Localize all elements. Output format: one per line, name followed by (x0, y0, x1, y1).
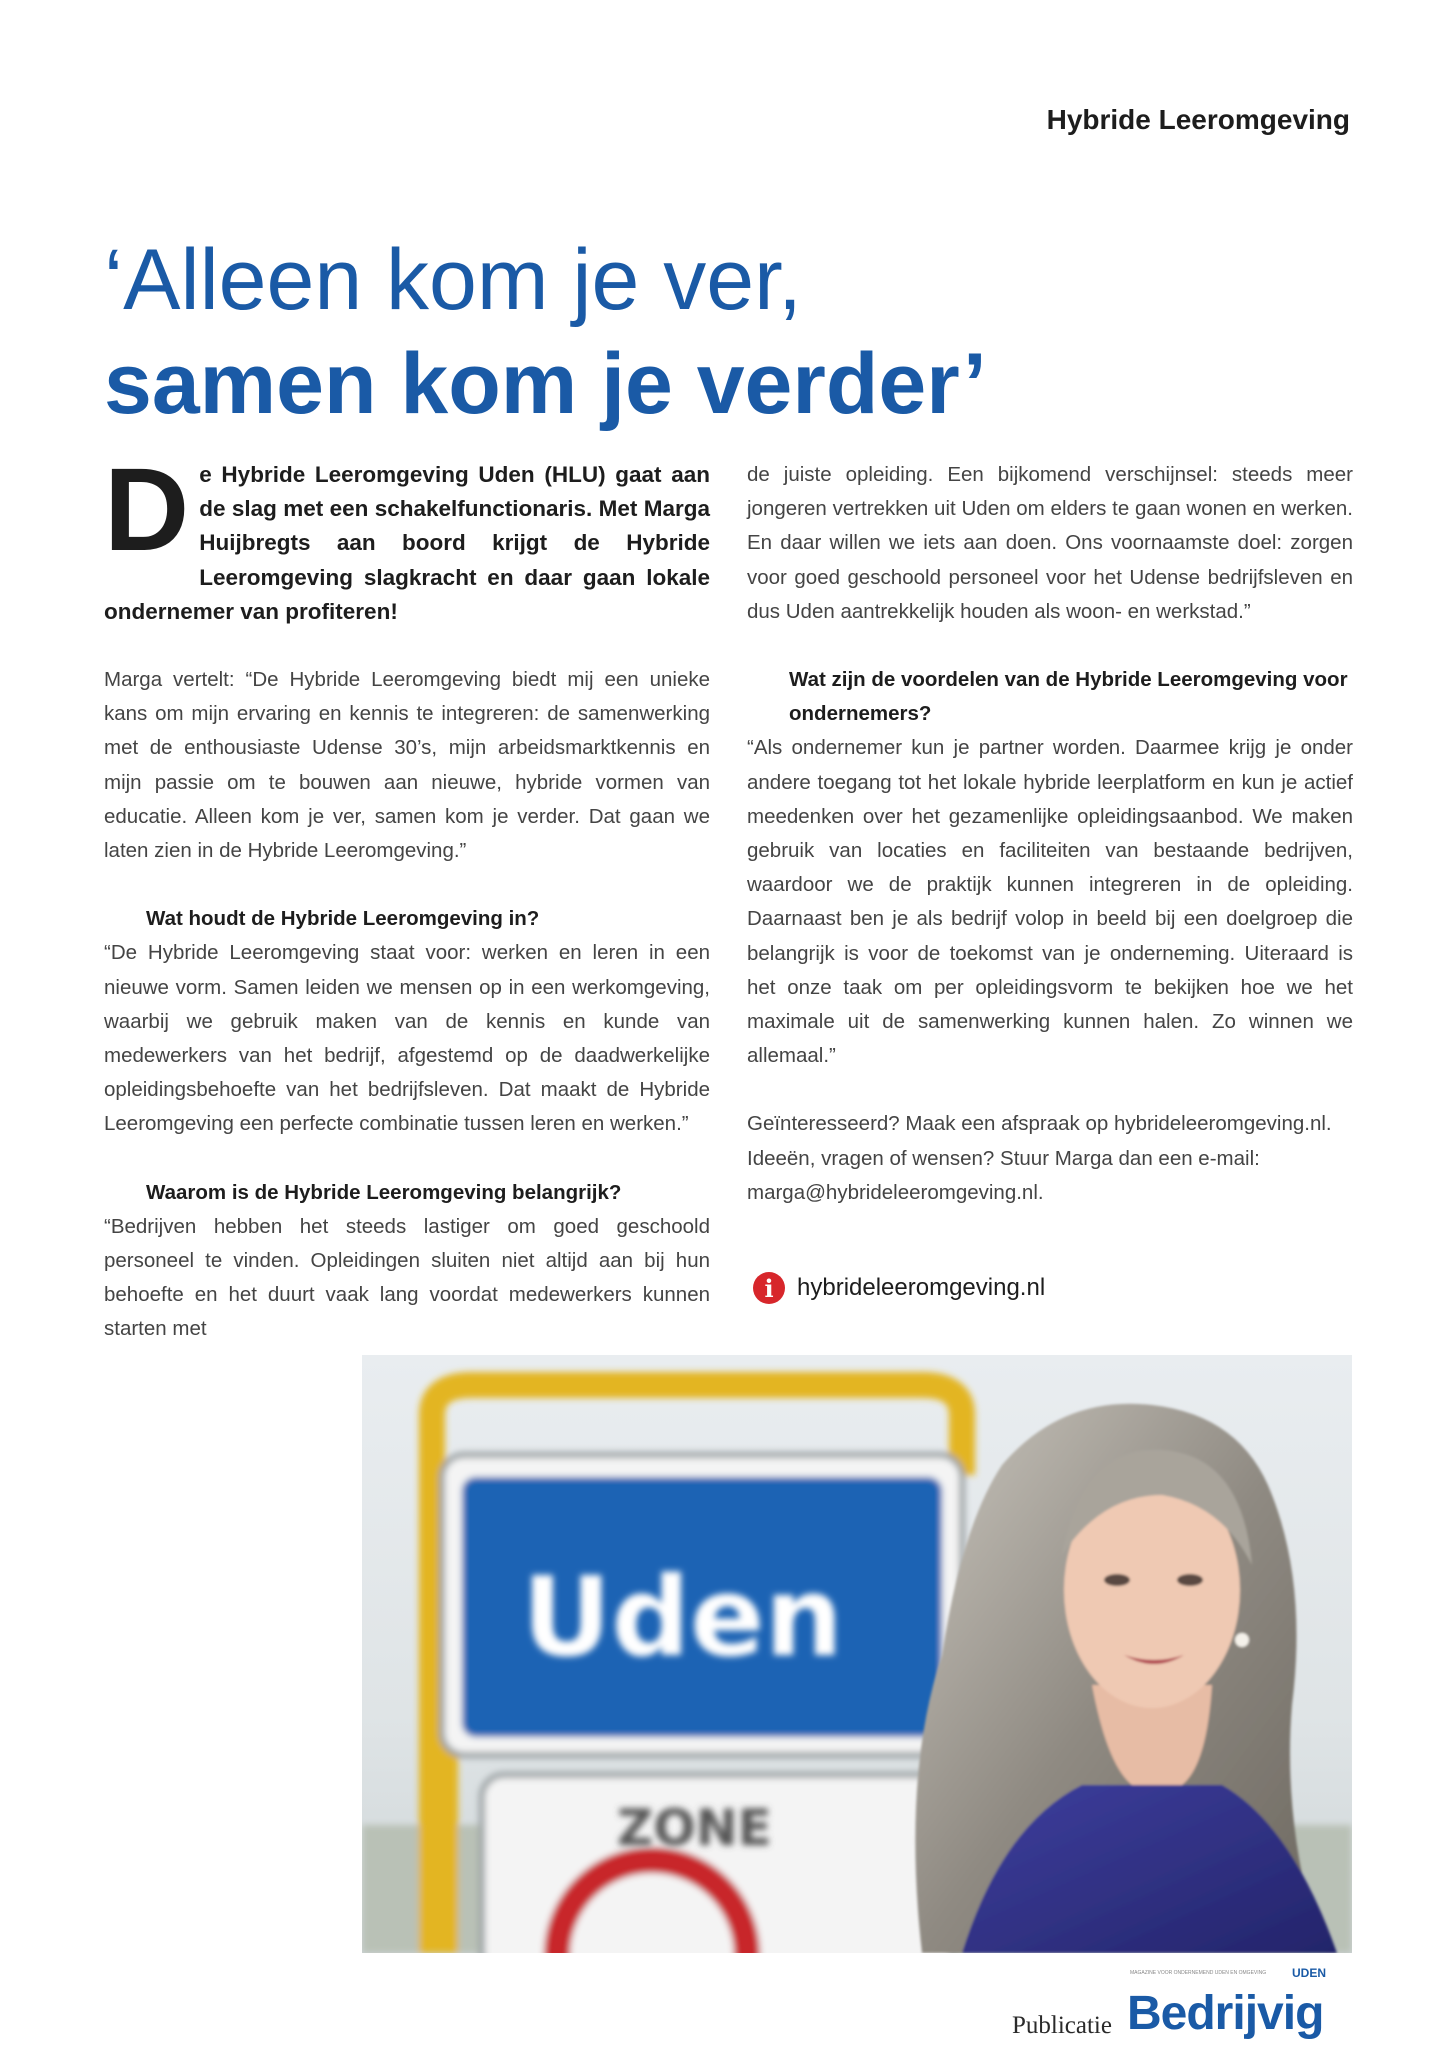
headline-line-2: samen kom je verder’ (104, 336, 987, 432)
info-link[interactable] (753, 1272, 1045, 1304)
drop-cap: D (104, 444, 190, 576)
article-headline (104, 228, 1364, 436)
section-label: Hybride Leeromgeving (1046, 104, 1350, 135)
right-column (747, 458, 1353, 1210)
info-icon: i (753, 1272, 785, 1304)
body-paragraph: “Als ondernemer kun je partner worden. Daarmee krijg je onder andere toegang tot het lokale hybride leerplatform en kun je actief meedenken over het gezamenlijke opleidingsaanbod. We maken gebruik van locaties en faciliteiten van bestaande bedrijven, waardoor we de praktijk kunnen integreren in de opleiding. Daarnaast ben je als bedrijf volop in beeld bij een doelgroep die belangrijk is voor de toekomst van je onderneming. Uiteraard is het onze taak om per opleidingsvorm te bekijken hoe we het maximale uit de samenwerking kunnen halen. Zo winnen we allemaal.” (747, 736, 1353, 1068)
headline-line-1: ‘Alleen kom je ver, (104, 232, 802, 328)
info-url[interactable]: hybrideleeromgeving.nl (797, 1274, 1046, 1301)
sign-text: Uden (522, 1553, 843, 1681)
body-paragraph: Marga vertelt: “De Hybride Leeromgeving biedt mij een unieke kans om mijn ervaring en kennis te integreren: de samenwerking met de enthousiaste Udense 30’s, mijn arbeidsmarktkennis en mijn passie om te bouwen aan nieuwe, hybride vormen van educatie. Alleen kom je ver, samen kom je verder. Dat gaan we laten zien in de Hybride Leeromgeving.” (104, 668, 710, 863)
body-paragraph: “Bedrijven hebben het steeds lastiger om goed geschoold personeel te vinden. Opleidingen sluiten niet altijd aan bij hun behoefte en het duurt vaak lang voordat medewerkers kunnen starten met (104, 1214, 710, 1341)
footer-tagline: MAGAZINE VOOR ONDERNEMEND UDEN EN OMGEVING (1130, 1970, 1267, 1976)
portrait-photo (362, 1355, 1352, 1953)
sign-sub-text: ZONE (617, 1799, 772, 1857)
subheading: Wat zijn de voordelen van de Hybride Leeromgeving voor ondernemers? (789, 668, 1348, 726)
body-paragraph: “De Hybride Leeromgeving staat voor: werken en leren in een nieuwe vorm. Samen leiden we mensen op in een werkomgeving, waarbij we gebruik maken van de kennis en kunde van medewerkers van het bedrijf, afgestemd op de daadwerkelijke opleidingsbehoefte van het bedrijfsleven. Dat maakt de Hybride Leeromgeving een perfecte combinatie tussen leren en werken.” (104, 941, 710, 1136)
footer-brand-logo: Bedrijvig (1127, 1987, 1324, 2040)
subheading: Wat houdt de Hybride Leeromgeving in? (146, 907, 540, 931)
body-paragraph: de juiste opleiding. Een bijkomend verschijnsel: steeds meer jongeren vertrekken uit Uden om elders te gaan wonen en werken. En daar willen we iets aan doen. Ons voornaamste doel: zorgen voor goed geschoold personeel voor het Udense bedrijfsleven en dus Uden aantrekkelijk houden als woon- en werkstad.” (747, 463, 1353, 623)
lead-text: e Hybride Leeromgeving Uden (HLU) gaat aan de slag met een schakelfunctionaris. Met Marga Huijbregts aan boord krijgt de Hybride Leeromgeving slagkracht en daar gaan lokale ondernemer van profiteren! (104, 462, 710, 624)
footer-publicatie: Publicatie (1012, 2012, 1112, 2039)
subheading: Waarom is de Hybride Leeromgeving belangrijk? (146, 1180, 622, 1204)
left-column (104, 444, 710, 1347)
contact-paragraph: Geïnteresseerd? Maak een afspraak op hybrideleeromgeving.nl. Ideeën, vragen of wensen? Stuur Marga dan een e-mail: marga@hybrideleeromgeving.nl. (747, 1112, 1332, 1204)
lead-paragraph (104, 444, 710, 629)
footer-brand-top: UDEN (1292, 1966, 1327, 1980)
